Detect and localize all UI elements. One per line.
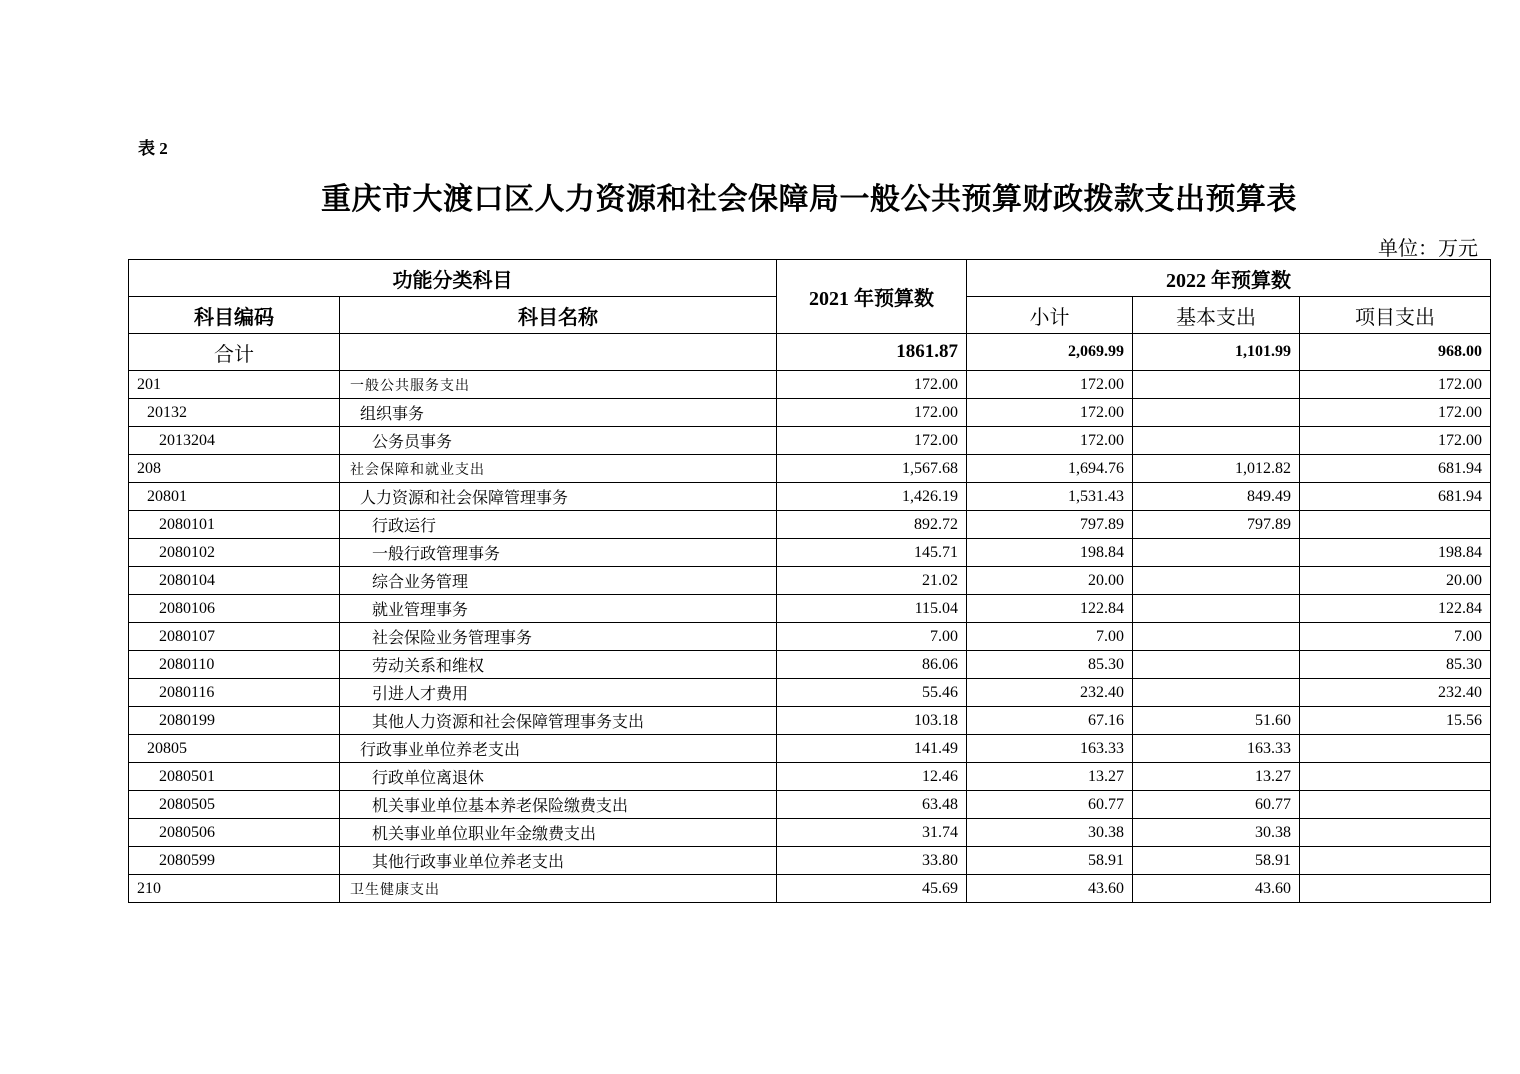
row-b2021: 63.48 [777, 791, 967, 819]
row-subtotal: 122.84 [967, 595, 1133, 623]
row-basic [1133, 567, 1300, 595]
row-basic: 60.77 [1133, 791, 1300, 819]
total-row [129, 334, 1491, 371]
row-b2021: 12.46 [777, 763, 967, 791]
total-name-cell [340, 334, 777, 371]
row-project: 122.84 [1300, 595, 1491, 623]
table-row [129, 595, 1491, 623]
row-b2021: 1,426.19 [777, 483, 967, 511]
row-b2021: 21.02 [777, 567, 967, 595]
row-b2021: 1,567.68 [777, 455, 967, 483]
header-row-1 [129, 260, 1491, 297]
row-basic [1133, 427, 1300, 455]
document-title: 重庆市大渡口区人力资源和社会保障局一般公共预算财政拨款支出预算表 [321, 182, 1297, 217]
table-row [129, 539, 1491, 567]
row-project [1300, 791, 1491, 819]
table-row [129, 679, 1491, 707]
row-name: 行政单位离退休 [340, 763, 777, 791]
row-code: 20801 [129, 483, 340, 511]
table-row [129, 651, 1491, 679]
row-basic: 58.91 [1133, 847, 1300, 875]
row-project: 20.00 [1300, 567, 1491, 595]
row-name: 其他行政事业单位养老支出 [340, 847, 777, 875]
row-subtotal: 7.00 [967, 623, 1133, 651]
row-subtotal: 67.16 [967, 707, 1133, 735]
row-b2021: 172.00 [777, 399, 967, 427]
row-project: 198.84 [1300, 539, 1491, 567]
row-name: 行政事业单位养老支出 [340, 735, 777, 763]
row-b2021: 86.06 [777, 651, 967, 679]
table-number: 表 2 [138, 139, 168, 158]
row-project [1300, 763, 1491, 791]
table-row [129, 847, 1491, 875]
row-code: 2080104 [129, 567, 340, 595]
row-basic: 51.60 [1133, 707, 1300, 735]
row-subtotal: 60.77 [967, 791, 1133, 819]
total-project: 968.00 [1300, 334, 1491, 371]
table-row [129, 623, 1491, 651]
table-row [129, 399, 1491, 427]
row-code: 208 [129, 455, 340, 483]
total-subtotal: 2,069.99 [967, 334, 1133, 371]
row-project: 232.40 [1300, 679, 1491, 707]
row-code: 210 [129, 875, 340, 903]
row-basic [1133, 539, 1300, 567]
row-project [1300, 511, 1491, 539]
row-b2021: 145.71 [777, 539, 967, 567]
row-code: 2080110 [129, 651, 340, 679]
total-b2021: 1861.87 [777, 334, 967, 371]
row-name: 社会保障和就业支出 [340, 455, 777, 483]
total-label: 合计 [129, 334, 340, 371]
row-basic: 797.89 [1133, 511, 1300, 539]
row-subtotal: 43.60 [967, 875, 1133, 903]
header-func-class: 功能分类科目 [129, 260, 777, 297]
row-subtotal: 198.84 [967, 539, 1133, 567]
table-row [129, 735, 1491, 763]
total-basic: 1,101.99 [1133, 334, 1300, 371]
row-code: 2080116 [129, 679, 340, 707]
row-subtotal: 58.91 [967, 847, 1133, 875]
table-row [129, 791, 1491, 819]
row-project: 85.30 [1300, 651, 1491, 679]
header-subtotal: 小计 [967, 297, 1133, 334]
row-b2021: 45.69 [777, 875, 967, 903]
row-subtotal: 85.30 [967, 651, 1133, 679]
header-project: 项目支出 [1300, 297, 1491, 334]
row-subtotal: 172.00 [967, 427, 1133, 455]
row-project: 172.00 [1300, 399, 1491, 427]
row-basic: 30.38 [1133, 819, 1300, 847]
table-row [129, 875, 1491, 903]
row-basic [1133, 679, 1300, 707]
table-row [129, 455, 1491, 483]
row-basic: 13.27 [1133, 763, 1300, 791]
table-row [129, 371, 1491, 399]
row-subtotal: 172.00 [967, 399, 1133, 427]
row-project [1300, 875, 1491, 903]
row-code: 2080501 [129, 763, 340, 791]
row-code: 2013204 [129, 427, 340, 455]
row-basic [1133, 371, 1300, 399]
table-row [129, 707, 1491, 735]
row-code: 20132 [129, 399, 340, 427]
row-b2021: 892.72 [777, 511, 967, 539]
row-b2021: 31.74 [777, 819, 967, 847]
row-project [1300, 819, 1491, 847]
row-name: 劳动关系和维权 [340, 651, 777, 679]
row-b2021: 7.00 [777, 623, 967, 651]
row-name: 引进人才费用 [340, 679, 777, 707]
header-name: 科目名称 [340, 297, 777, 334]
row-code: 2080505 [129, 791, 340, 819]
table-row [129, 763, 1491, 791]
row-code: 2080101 [129, 511, 340, 539]
row-name: 综合业务管理 [340, 567, 777, 595]
row-code: 2080506 [129, 819, 340, 847]
row-b2021: 172.00 [777, 371, 967, 399]
row-subtotal: 797.89 [967, 511, 1133, 539]
row-basic: 849.49 [1133, 483, 1300, 511]
row-basic [1133, 399, 1300, 427]
row-code: 2080199 [129, 707, 340, 735]
row-name: 机关事业单位基本养老保险缴费支出 [340, 791, 777, 819]
budget-table [128, 259, 1491, 903]
row-project: 681.94 [1300, 483, 1491, 511]
row-subtotal: 163.33 [967, 735, 1133, 763]
table-row [129, 567, 1491, 595]
row-basic: 43.60 [1133, 875, 1300, 903]
table-row [129, 511, 1491, 539]
row-subtotal: 1,531.43 [967, 483, 1133, 511]
row-b2021: 115.04 [777, 595, 967, 623]
row-project: 172.00 [1300, 427, 1491, 455]
row-project: 15.56 [1300, 707, 1491, 735]
row-project: 172.00 [1300, 371, 1491, 399]
row-basic [1133, 651, 1300, 679]
row-name: 行政运行 [340, 511, 777, 539]
row-name: 卫生健康支出 [340, 875, 777, 903]
row-name: 公务员事务 [340, 427, 777, 455]
row-code: 2080107 [129, 623, 340, 651]
row-basic [1133, 595, 1300, 623]
row-b2021: 141.49 [777, 735, 967, 763]
unit-label: 单位：万元 [1378, 236, 1478, 260]
table-row [129, 483, 1491, 511]
table-row [129, 427, 1491, 455]
table-row [129, 819, 1491, 847]
row-project [1300, 735, 1491, 763]
row-b2021: 172.00 [777, 427, 967, 455]
header-code: 科目编码 [129, 297, 340, 334]
row-code: 2080599 [129, 847, 340, 875]
row-b2021: 55.46 [777, 679, 967, 707]
row-code: 20805 [129, 735, 340, 763]
row-subtotal: 20.00 [967, 567, 1133, 595]
row-project: 681.94 [1300, 455, 1491, 483]
header-budget-2022: 2022 年预算数 [967, 260, 1491, 297]
row-subtotal: 232.40 [967, 679, 1133, 707]
row-subtotal: 1,694.76 [967, 455, 1133, 483]
row-code: 201 [129, 371, 340, 399]
row-name: 社会保险业务管理事务 [340, 623, 777, 651]
row-project [1300, 847, 1491, 875]
row-name: 机关事业单位职业年金缴费支出 [340, 819, 777, 847]
row-name: 就业管理事务 [340, 595, 777, 623]
header-budget-2021: 2021 年预算数 [777, 260, 967, 334]
row-basic [1133, 623, 1300, 651]
row-name: 人力资源和社会保障管理事务 [340, 483, 777, 511]
row-basic: 1,012.82 [1133, 455, 1300, 483]
row-subtotal: 13.27 [967, 763, 1133, 791]
row-code: 2080102 [129, 539, 340, 567]
row-b2021: 103.18 [777, 707, 967, 735]
row-name: 组织事务 [340, 399, 777, 427]
row-name: 其他人力资源和社会保障管理事务支出 [340, 707, 777, 735]
row-b2021: 33.80 [777, 847, 967, 875]
header-basic: 基本支出 [1133, 297, 1300, 334]
row-subtotal: 30.38 [967, 819, 1133, 847]
row-name: 一般行政管理事务 [340, 539, 777, 567]
row-basic: 163.33 [1133, 735, 1300, 763]
row-subtotal: 172.00 [967, 371, 1133, 399]
row-project: 7.00 [1300, 623, 1491, 651]
row-code: 2080106 [129, 595, 340, 623]
row-name: 一般公共服务支出 [340, 371, 777, 399]
